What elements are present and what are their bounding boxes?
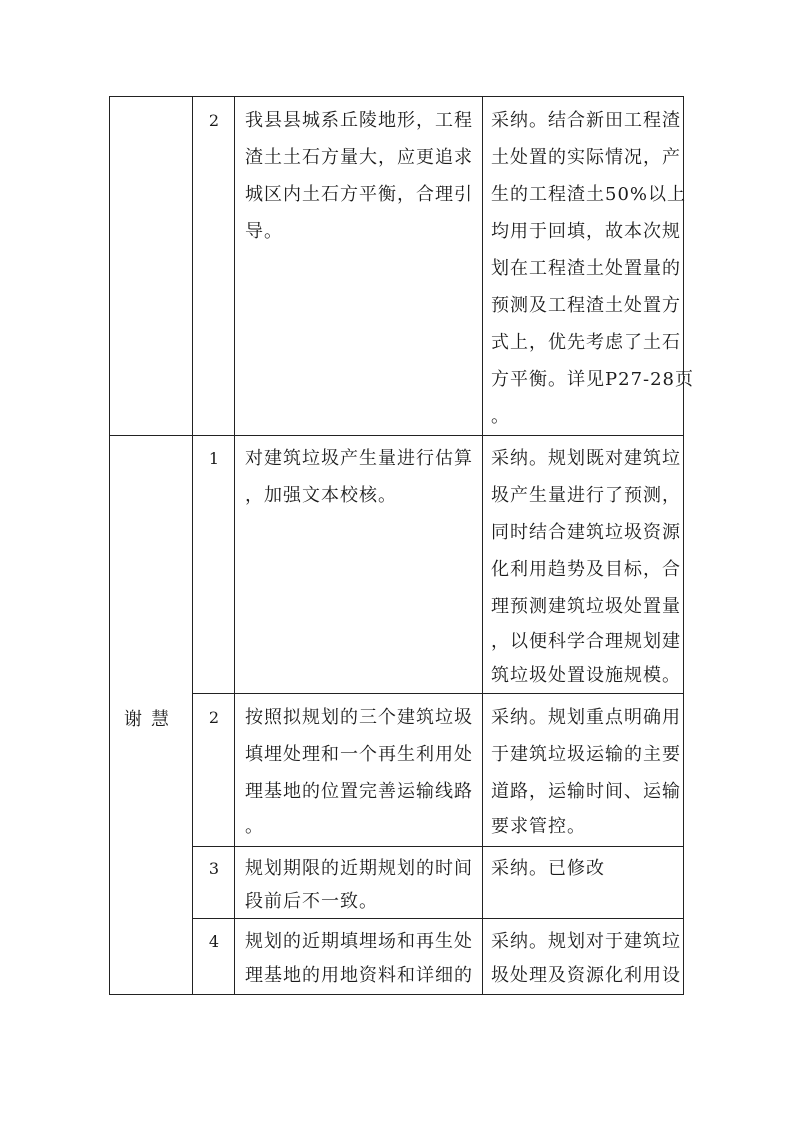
response-line: 筑垃圾处置设施规模。 bbox=[491, 665, 681, 686]
response-line: 采纳。结合新田工程渣 bbox=[491, 110, 681, 131]
issue-line: 理基地的位置完善运输线路 bbox=[245, 781, 473, 802]
issue-line: 段前后不一致。 bbox=[245, 891, 378, 912]
table-border-bottom bbox=[109, 994, 684, 995]
response-line: 道路，运输时间、运输 bbox=[491, 781, 681, 802]
issue-line: 导。 bbox=[245, 221, 283, 242]
response-line: 理预测建筑垃圾处置量 bbox=[491, 596, 681, 617]
response-line: 土处置的实际情况，产 bbox=[491, 147, 681, 168]
issue-line: 规划的近期填埋场和再生处 bbox=[245, 931, 473, 952]
column-divider-issue bbox=[482, 96, 483, 995]
response-line: 采纳。规划对于建筑垃 bbox=[491, 931, 681, 952]
response-line: 化利用趋势及目标，合 bbox=[491, 559, 681, 580]
row-number: 2 bbox=[208, 708, 220, 727]
response-line: 圾产生量进行了预测， bbox=[491, 485, 681, 506]
row-divider bbox=[192, 918, 684, 919]
row-number: 2 bbox=[208, 111, 220, 130]
response-line: 同时结合建筑垃圾资源 bbox=[491, 522, 681, 543]
response-line: 划在工程渣土处置量的 bbox=[491, 258, 681, 279]
response-line: ，以便科学合理规划建 bbox=[491, 631, 681, 652]
row-number: 4 bbox=[208, 932, 220, 951]
response-line: 式上，优先考虑了土石 bbox=[491, 332, 681, 353]
response-line: 采纳。规划既对建筑垃 bbox=[491, 448, 681, 469]
response-line: 于建筑垃圾运输的主要 bbox=[491, 744, 681, 765]
table-border-left bbox=[109, 96, 110, 995]
issue-line: 理基地的用地资料和详细的 bbox=[245, 965, 473, 986]
issue-line: 。 bbox=[245, 816, 264, 837]
response-line: 圾处理及资源化利用设 bbox=[491, 965, 681, 986]
response-line: 采纳。规划重点明确用 bbox=[491, 707, 681, 728]
issue-line: ，加强文本校核。 bbox=[245, 485, 397, 506]
issue-line: 城区内土石方平衡，合理引 bbox=[245, 184, 473, 205]
response-line: 均用于回填，故本次规 bbox=[491, 221, 681, 242]
response-line: 方平衡。详见P27-28页 bbox=[491, 369, 695, 390]
response-line: 。 bbox=[491, 406, 510, 427]
response-line: 采纳。已修改 bbox=[491, 858, 605, 879]
issue-line: 按照拟规划的三个建筑垃圾 bbox=[245, 707, 473, 728]
response-line: 要求管控。 bbox=[491, 816, 586, 837]
opinion-table bbox=[109, 96, 695, 995]
response-line: 生的工程渣土50%以上 bbox=[491, 184, 687, 205]
issue-line: 对建筑垃圾产生量进行估算 bbox=[245, 448, 473, 469]
reviewer-name: 谢慧 bbox=[124, 709, 178, 730]
row-divider bbox=[192, 693, 684, 694]
row-number: 3 bbox=[208, 859, 220, 878]
table-border-top bbox=[109, 96, 684, 97]
issue-line: 渣土土石方量大，应更追求 bbox=[245, 147, 473, 168]
issue-line: 填埋处理和一个再生利用处 bbox=[245, 744, 473, 765]
issue-line: 我县县城系丘陵地形，工程 bbox=[245, 110, 473, 131]
row-divider bbox=[192, 846, 684, 847]
group-divider bbox=[109, 435, 684, 436]
issue-line: 规划期限的近期规划的时间 bbox=[245, 858, 473, 879]
response-line: 预测及工程渣土处置方 bbox=[491, 295, 681, 316]
table-border-right bbox=[683, 96, 684, 995]
row-number: 1 bbox=[208, 449, 220, 468]
